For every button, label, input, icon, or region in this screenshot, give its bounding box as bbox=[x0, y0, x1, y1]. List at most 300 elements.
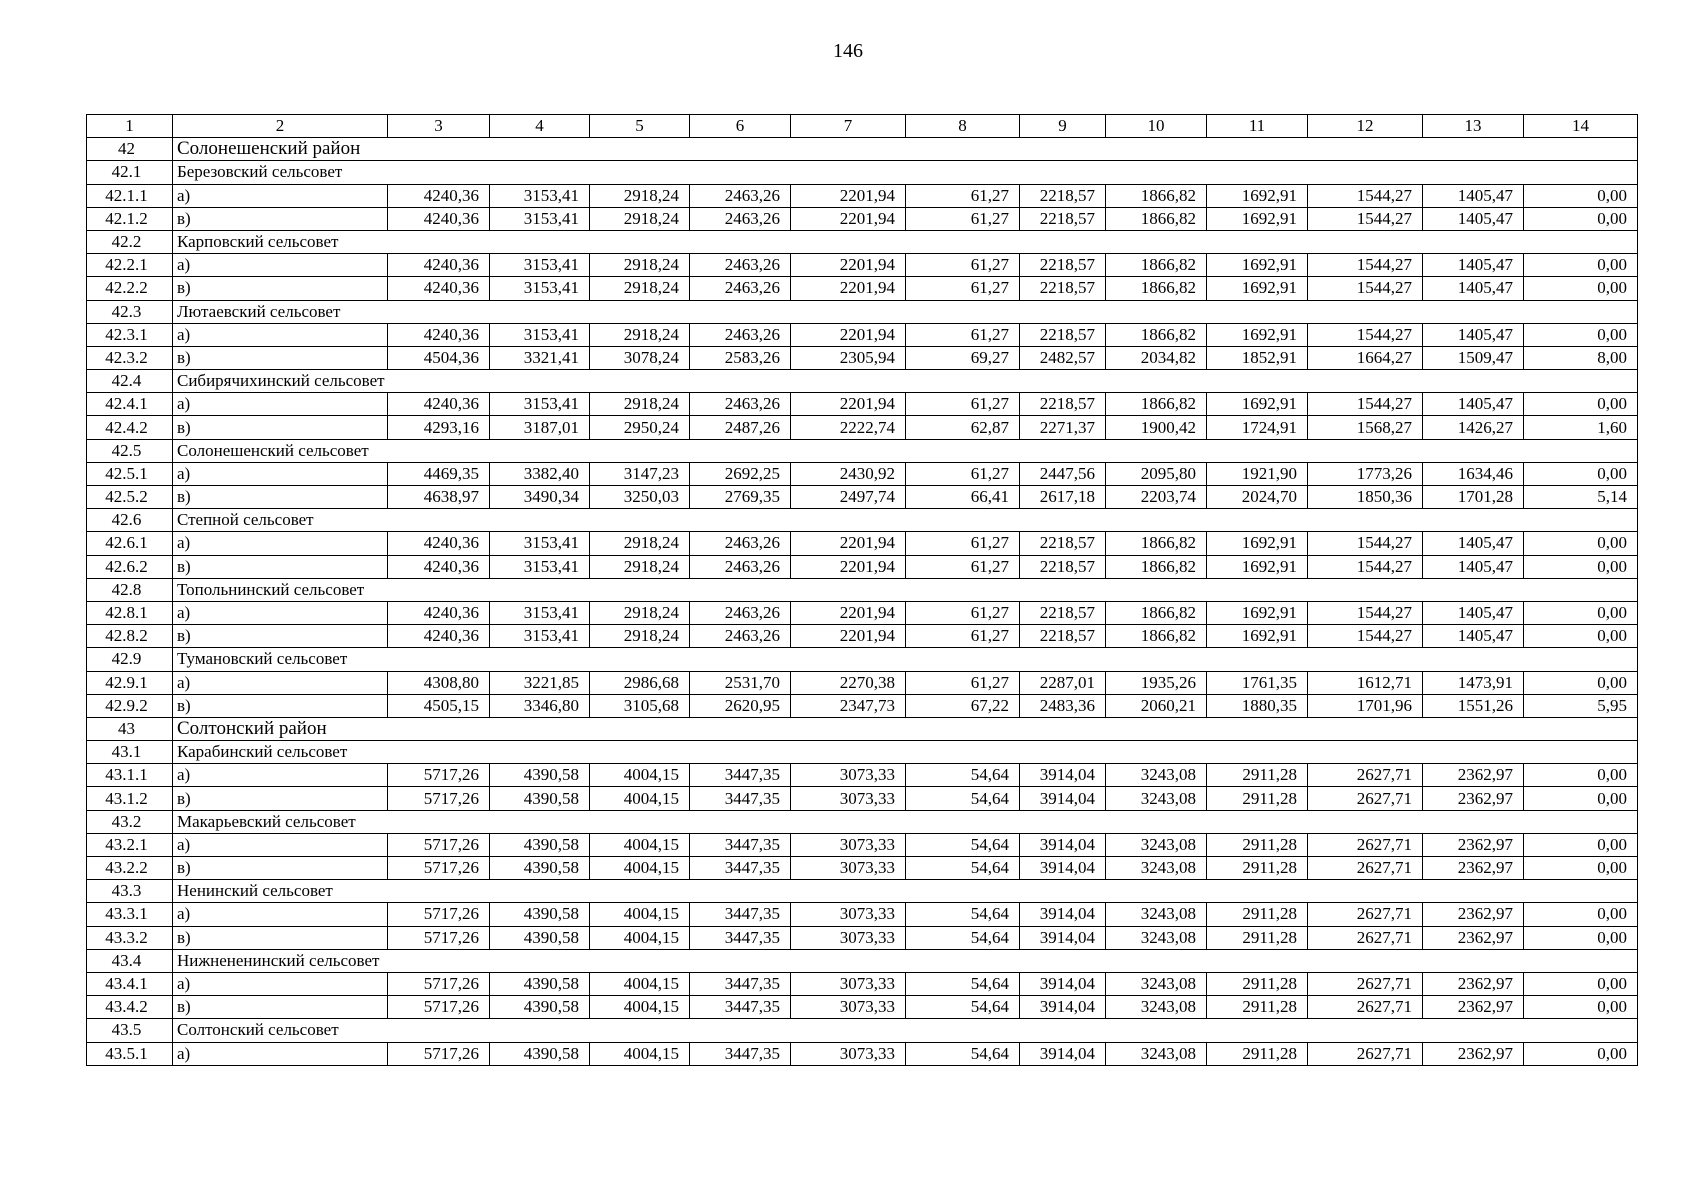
value-cell: 2218,57 bbox=[1020, 277, 1106, 300]
value-cell: 1544,27 bbox=[1308, 207, 1423, 230]
value-cell: 61,27 bbox=[906, 207, 1020, 230]
value-cell: 3447,35 bbox=[690, 972, 791, 995]
row-label: а) bbox=[173, 972, 388, 995]
settlement-row bbox=[87, 880, 1638, 903]
value-cell: 2911,28 bbox=[1207, 833, 1308, 856]
row-code: 42.6.1 bbox=[87, 532, 173, 555]
settlement-name: Тумановский сельсовет bbox=[173, 648, 1638, 671]
column-header: 11 bbox=[1207, 115, 1308, 138]
value-cell: 3346,80 bbox=[490, 694, 590, 717]
value-cell: 2911,28 bbox=[1207, 1042, 1308, 1065]
settlement-name: Карповский сельсовет bbox=[173, 230, 1638, 253]
value-cell: 2911,28 bbox=[1207, 903, 1308, 926]
value-cell: 1850,36 bbox=[1308, 486, 1423, 509]
row-label: в) bbox=[173, 694, 388, 717]
row-label: в) bbox=[173, 926, 388, 949]
row-label: а) bbox=[173, 671, 388, 694]
value-cell: 2620,95 bbox=[690, 694, 791, 717]
value-cell: 2203,74 bbox=[1106, 486, 1207, 509]
settlement-name: Солтонский сельсовет bbox=[173, 1019, 1638, 1042]
value-cell: 2362,97 bbox=[1423, 996, 1524, 1019]
value-cell: 0,00 bbox=[1524, 462, 1638, 485]
value-cell: 3914,04 bbox=[1020, 996, 1106, 1019]
row-code: 42.8.1 bbox=[87, 601, 173, 624]
settlement-row bbox=[87, 370, 1638, 393]
table-row bbox=[87, 532, 1638, 555]
value-cell: 2201,94 bbox=[791, 277, 906, 300]
row-code: 43.3.2 bbox=[87, 926, 173, 949]
value-cell: 1405,47 bbox=[1423, 532, 1524, 555]
value-cell: 2463,26 bbox=[690, 625, 791, 648]
value-cell: 1866,82 bbox=[1106, 207, 1207, 230]
table-row bbox=[87, 833, 1638, 856]
tariff-table bbox=[86, 114, 1638, 1066]
value-cell: 0,00 bbox=[1524, 787, 1638, 810]
column-header: 3 bbox=[388, 115, 490, 138]
value-cell: 3447,35 bbox=[690, 787, 791, 810]
value-cell: 3073,33 bbox=[791, 972, 906, 995]
value-cell: 4240,36 bbox=[388, 323, 490, 346]
settlement-name: Лютаевский сельсовет bbox=[173, 300, 1638, 323]
value-cell: 0,00 bbox=[1524, 254, 1638, 277]
row-label: а) bbox=[173, 764, 388, 787]
value-cell: 1900,42 bbox=[1106, 416, 1207, 439]
value-cell: 1405,47 bbox=[1423, 625, 1524, 648]
settlement-row bbox=[87, 300, 1638, 323]
row-code: 43.1.1 bbox=[87, 764, 173, 787]
value-cell: 0,00 bbox=[1524, 555, 1638, 578]
row-label: а) bbox=[173, 601, 388, 624]
value-cell: 67,22 bbox=[906, 694, 1020, 717]
table-row bbox=[87, 625, 1638, 648]
value-cell: 4390,58 bbox=[490, 857, 590, 880]
value-cell: 2463,26 bbox=[690, 555, 791, 578]
value-cell: 2911,28 bbox=[1207, 764, 1308, 787]
value-cell: 4004,15 bbox=[590, 926, 690, 949]
table-row bbox=[87, 787, 1638, 810]
settlement-name: Степной сельсовет bbox=[173, 509, 1638, 532]
value-cell: 2347,73 bbox=[791, 694, 906, 717]
value-cell: 3153,41 bbox=[490, 393, 590, 416]
value-cell: 61,27 bbox=[906, 625, 1020, 648]
settlement-name: Нижнененинский сельсовет bbox=[173, 949, 1638, 972]
value-cell: 2362,97 bbox=[1423, 857, 1524, 880]
row-code: 43.3 bbox=[87, 880, 173, 903]
value-cell: 1701,28 bbox=[1423, 486, 1524, 509]
value-cell: 3153,41 bbox=[490, 323, 590, 346]
value-cell: 1405,47 bbox=[1423, 277, 1524, 300]
value-cell: 2497,74 bbox=[791, 486, 906, 509]
row-code: 43.1.2 bbox=[87, 787, 173, 810]
value-cell: 3490,34 bbox=[490, 486, 590, 509]
column-header: 12 bbox=[1308, 115, 1423, 138]
value-cell: 61,27 bbox=[906, 555, 1020, 578]
value-cell: 1405,47 bbox=[1423, 254, 1524, 277]
table-row bbox=[87, 671, 1638, 694]
row-code: 42.2.1 bbox=[87, 254, 173, 277]
value-cell: 0,00 bbox=[1524, 625, 1638, 648]
value-cell: 61,27 bbox=[906, 462, 1020, 485]
value-cell: 2201,94 bbox=[791, 184, 906, 207]
value-cell: 2218,57 bbox=[1020, 555, 1106, 578]
value-cell: 2218,57 bbox=[1020, 254, 1106, 277]
row-code: 43.5 bbox=[87, 1019, 173, 1042]
row-code: 43 bbox=[87, 717, 173, 740]
value-cell: 1634,46 bbox=[1423, 462, 1524, 485]
value-cell: 5717,26 bbox=[388, 787, 490, 810]
header-row bbox=[87, 115, 1638, 138]
value-cell: 1551,26 bbox=[1423, 694, 1524, 717]
row-code: 42.2.2 bbox=[87, 277, 173, 300]
district-row bbox=[87, 138, 1638, 161]
value-cell: 3221,85 bbox=[490, 671, 590, 694]
table-row bbox=[87, 184, 1638, 207]
row-code: 42.2 bbox=[87, 230, 173, 253]
value-cell: 61,27 bbox=[906, 601, 1020, 624]
value-cell: 4390,58 bbox=[490, 787, 590, 810]
value-cell: 3382,40 bbox=[490, 462, 590, 485]
settlement-row bbox=[87, 578, 1638, 601]
value-cell: 8,00 bbox=[1524, 346, 1638, 369]
value-cell: 1509,47 bbox=[1423, 346, 1524, 369]
value-cell: 3078,24 bbox=[590, 346, 690, 369]
value-cell: 62,87 bbox=[906, 416, 1020, 439]
value-cell: 54,64 bbox=[906, 1042, 1020, 1065]
value-cell: 2287,01 bbox=[1020, 671, 1106, 694]
column-header: 2 bbox=[173, 115, 388, 138]
settlement-row bbox=[87, 230, 1638, 253]
value-cell: 0,00 bbox=[1524, 277, 1638, 300]
row-label: в) bbox=[173, 346, 388, 369]
value-cell: 0,00 bbox=[1524, 833, 1638, 856]
value-cell: 1405,47 bbox=[1423, 207, 1524, 230]
value-cell: 2060,21 bbox=[1106, 694, 1207, 717]
value-cell: 3243,08 bbox=[1106, 764, 1207, 787]
value-cell: 2362,97 bbox=[1423, 1042, 1524, 1065]
value-cell: 1544,27 bbox=[1308, 323, 1423, 346]
value-cell: 2362,97 bbox=[1423, 787, 1524, 810]
value-cell: 4390,58 bbox=[490, 1042, 590, 1065]
value-cell: 4004,15 bbox=[590, 787, 690, 810]
settlement-name: Топольнинский сельсовет bbox=[173, 578, 1638, 601]
value-cell: 2201,94 bbox=[791, 207, 906, 230]
value-cell: 2627,71 bbox=[1308, 926, 1423, 949]
value-cell: 3447,35 bbox=[690, 833, 791, 856]
value-cell: 2222,74 bbox=[791, 416, 906, 439]
value-cell: 4469,35 bbox=[388, 462, 490, 485]
value-cell: 2201,94 bbox=[791, 555, 906, 578]
value-cell: 1866,82 bbox=[1106, 555, 1207, 578]
row-code: 42.1.1 bbox=[87, 184, 173, 207]
value-cell: 2218,57 bbox=[1020, 532, 1106, 555]
row-label: в) bbox=[173, 996, 388, 1019]
value-cell: 2218,57 bbox=[1020, 625, 1106, 648]
row-label: а) bbox=[173, 903, 388, 926]
row-label: а) bbox=[173, 833, 388, 856]
value-cell: 4240,36 bbox=[388, 625, 490, 648]
value-cell: 0,00 bbox=[1524, 996, 1638, 1019]
column-header: 14 bbox=[1524, 115, 1638, 138]
table-row bbox=[87, 903, 1638, 926]
table-row bbox=[87, 254, 1638, 277]
value-cell: 5,95 bbox=[1524, 694, 1638, 717]
value-cell: 3153,41 bbox=[490, 625, 590, 648]
value-cell: 2627,71 bbox=[1308, 857, 1423, 880]
value-cell: 1866,82 bbox=[1106, 277, 1207, 300]
settlement-row bbox=[87, 1019, 1638, 1042]
settlement-row bbox=[87, 509, 1638, 532]
table-row bbox=[87, 926, 1638, 949]
value-cell: 0,00 bbox=[1524, 972, 1638, 995]
row-label: а) bbox=[173, 184, 388, 207]
value-cell: 2362,97 bbox=[1423, 903, 1524, 926]
row-label: в) bbox=[173, 277, 388, 300]
value-cell: 3914,04 bbox=[1020, 903, 1106, 926]
value-cell: 1866,82 bbox=[1106, 625, 1207, 648]
value-cell: 1866,82 bbox=[1106, 323, 1207, 346]
value-cell: 61,27 bbox=[906, 323, 1020, 346]
row-code: 43.2.2 bbox=[87, 857, 173, 880]
value-cell: 1544,27 bbox=[1308, 393, 1423, 416]
value-cell: 2095,80 bbox=[1106, 462, 1207, 485]
row-label: в) bbox=[173, 207, 388, 230]
settlement-row bbox=[87, 161, 1638, 184]
value-cell: 54,64 bbox=[906, 764, 1020, 787]
value-cell: 54,64 bbox=[906, 903, 1020, 926]
value-cell: 2463,26 bbox=[690, 532, 791, 555]
value-cell: 2918,24 bbox=[590, 184, 690, 207]
value-cell: 2218,57 bbox=[1020, 323, 1106, 346]
value-cell: 5717,26 bbox=[388, 972, 490, 995]
value-cell: 3914,04 bbox=[1020, 1042, 1106, 1065]
row-code: 42.8.2 bbox=[87, 625, 173, 648]
value-cell: 3243,08 bbox=[1106, 787, 1207, 810]
value-cell: 0,00 bbox=[1524, 323, 1638, 346]
row-label: в) bbox=[173, 857, 388, 880]
value-cell: 2024,70 bbox=[1207, 486, 1308, 509]
value-cell: 4004,15 bbox=[590, 903, 690, 926]
value-cell: 4390,58 bbox=[490, 903, 590, 926]
value-cell: 3073,33 bbox=[791, 926, 906, 949]
value-cell: 2463,26 bbox=[690, 601, 791, 624]
value-cell: 2583,26 bbox=[690, 346, 791, 369]
column-header: 5 bbox=[590, 115, 690, 138]
value-cell: 3914,04 bbox=[1020, 857, 1106, 880]
value-cell: 4004,15 bbox=[590, 996, 690, 1019]
value-cell: 2617,18 bbox=[1020, 486, 1106, 509]
value-cell: 1724,91 bbox=[1207, 416, 1308, 439]
value-cell: 0,00 bbox=[1524, 532, 1638, 555]
value-cell: 4390,58 bbox=[490, 972, 590, 995]
value-cell: 2362,97 bbox=[1423, 833, 1524, 856]
value-cell: 2986,68 bbox=[590, 671, 690, 694]
table-row bbox=[87, 323, 1638, 346]
row-code: 42.6 bbox=[87, 509, 173, 532]
value-cell: 54,64 bbox=[906, 857, 1020, 880]
district-row bbox=[87, 717, 1638, 740]
row-code: 42.3 bbox=[87, 300, 173, 323]
row-code: 42.6.2 bbox=[87, 555, 173, 578]
row-code: 43.4.2 bbox=[87, 996, 173, 1019]
value-cell: 1405,47 bbox=[1423, 601, 1524, 624]
value-cell: 3447,35 bbox=[690, 857, 791, 880]
row-code: 42.8 bbox=[87, 578, 173, 601]
column-header: 1 bbox=[87, 115, 173, 138]
value-cell: 2270,38 bbox=[791, 671, 906, 694]
value-cell: 2201,94 bbox=[791, 532, 906, 555]
value-cell: 1921,90 bbox=[1207, 462, 1308, 485]
row-code: 43.2 bbox=[87, 810, 173, 833]
value-cell: 2911,28 bbox=[1207, 787, 1308, 810]
value-cell: 2218,57 bbox=[1020, 393, 1106, 416]
value-cell: 2918,24 bbox=[590, 532, 690, 555]
value-cell: 1544,27 bbox=[1308, 532, 1423, 555]
value-cell: 1692,91 bbox=[1207, 601, 1308, 624]
value-cell: 61,27 bbox=[906, 393, 1020, 416]
value-cell: 3073,33 bbox=[791, 1042, 906, 1065]
value-cell: 69,27 bbox=[906, 346, 1020, 369]
row-code: 42.9.1 bbox=[87, 671, 173, 694]
value-cell: 1405,47 bbox=[1423, 184, 1524, 207]
value-cell: 2950,24 bbox=[590, 416, 690, 439]
row-code: 43.3.1 bbox=[87, 903, 173, 926]
value-cell: 0,00 bbox=[1524, 857, 1638, 880]
value-cell: 2201,94 bbox=[791, 625, 906, 648]
value-cell: 3321,41 bbox=[490, 346, 590, 369]
table-row bbox=[87, 996, 1638, 1019]
value-cell: 0,00 bbox=[1524, 1042, 1638, 1065]
value-cell: 2201,94 bbox=[791, 254, 906, 277]
value-cell: 2627,71 bbox=[1308, 996, 1423, 1019]
row-label: в) bbox=[173, 555, 388, 578]
value-cell: 2911,28 bbox=[1207, 926, 1308, 949]
value-cell: 2271,37 bbox=[1020, 416, 1106, 439]
value-cell: 1935,26 bbox=[1106, 671, 1207, 694]
value-cell: 54,64 bbox=[906, 972, 1020, 995]
row-label: а) bbox=[173, 254, 388, 277]
value-cell: 2430,92 bbox=[791, 462, 906, 485]
value-cell: 3914,04 bbox=[1020, 972, 1106, 995]
row-label: а) bbox=[173, 532, 388, 555]
value-cell: 2362,97 bbox=[1423, 926, 1524, 949]
value-cell: 2911,28 bbox=[1207, 857, 1308, 880]
value-cell: 0,00 bbox=[1524, 393, 1638, 416]
value-cell: 1692,91 bbox=[1207, 207, 1308, 230]
value-cell: 3153,41 bbox=[490, 207, 590, 230]
value-cell: 2362,97 bbox=[1423, 972, 1524, 995]
row-code: 42.5.2 bbox=[87, 486, 173, 509]
value-cell: 2918,24 bbox=[590, 601, 690, 624]
value-cell: 54,64 bbox=[906, 926, 1020, 949]
value-cell: 54,64 bbox=[906, 833, 1020, 856]
value-cell: 2218,57 bbox=[1020, 184, 1106, 207]
value-cell: 2463,26 bbox=[690, 393, 791, 416]
value-cell: 5717,26 bbox=[388, 764, 490, 787]
row-code: 42.9 bbox=[87, 648, 173, 671]
value-cell: 2362,97 bbox=[1423, 764, 1524, 787]
value-cell: 2463,26 bbox=[690, 184, 791, 207]
value-cell: 3153,41 bbox=[490, 254, 590, 277]
table-row bbox=[87, 346, 1638, 369]
value-cell: 2627,71 bbox=[1308, 972, 1423, 995]
value-cell: 3153,41 bbox=[490, 555, 590, 578]
value-cell: 1692,91 bbox=[1207, 254, 1308, 277]
value-cell: 3153,41 bbox=[490, 184, 590, 207]
value-cell: 61,27 bbox=[906, 277, 1020, 300]
table-row bbox=[87, 277, 1638, 300]
value-cell: 1692,91 bbox=[1207, 532, 1308, 555]
row-code: 42.3.2 bbox=[87, 346, 173, 369]
settlement-row bbox=[87, 810, 1638, 833]
value-cell: 2911,28 bbox=[1207, 972, 1308, 995]
value-cell: 1544,27 bbox=[1308, 601, 1423, 624]
value-cell: 3073,33 bbox=[791, 857, 906, 880]
value-cell: 1568,27 bbox=[1308, 416, 1423, 439]
column-header: 7 bbox=[791, 115, 906, 138]
value-cell: 3914,04 bbox=[1020, 926, 1106, 949]
value-cell: 61,27 bbox=[906, 532, 1020, 555]
district-name: Солонешенский район bbox=[173, 138, 1638, 161]
value-cell: 0,00 bbox=[1524, 671, 1638, 694]
value-cell: 3914,04 bbox=[1020, 764, 1106, 787]
value-cell: 4240,36 bbox=[388, 393, 490, 416]
row-code: 42.5 bbox=[87, 439, 173, 462]
table-row bbox=[87, 416, 1638, 439]
value-cell: 0,00 bbox=[1524, 903, 1638, 926]
value-cell: 2918,24 bbox=[590, 323, 690, 346]
settlement-name: Ненинский сельсовет bbox=[173, 880, 1638, 903]
value-cell: 3073,33 bbox=[791, 833, 906, 856]
value-cell: 1692,91 bbox=[1207, 184, 1308, 207]
value-cell: 1692,91 bbox=[1207, 555, 1308, 578]
value-cell: 0,00 bbox=[1524, 601, 1638, 624]
value-cell: 2769,35 bbox=[690, 486, 791, 509]
row-code: 42.1.2 bbox=[87, 207, 173, 230]
value-cell: 2911,28 bbox=[1207, 996, 1308, 1019]
column-header: 8 bbox=[906, 115, 1020, 138]
value-cell: 4390,58 bbox=[490, 996, 590, 1019]
value-cell: 1692,91 bbox=[1207, 625, 1308, 648]
row-code: 42.1 bbox=[87, 161, 173, 184]
value-cell: 5717,26 bbox=[388, 833, 490, 856]
value-cell: 5717,26 bbox=[388, 903, 490, 926]
table-row bbox=[87, 694, 1638, 717]
value-cell: 1405,47 bbox=[1423, 393, 1524, 416]
value-cell: 1544,27 bbox=[1308, 625, 1423, 648]
row-label: в) bbox=[173, 787, 388, 810]
value-cell: 0,00 bbox=[1524, 764, 1638, 787]
value-cell: 4240,36 bbox=[388, 532, 490, 555]
value-cell: 1405,47 bbox=[1423, 323, 1524, 346]
value-cell: 1544,27 bbox=[1308, 184, 1423, 207]
row-code: 42.5.1 bbox=[87, 462, 173, 485]
value-cell: 2627,71 bbox=[1308, 903, 1423, 926]
value-cell: 3147,23 bbox=[590, 462, 690, 485]
row-label: в) bbox=[173, 486, 388, 509]
value-cell: 4240,36 bbox=[388, 601, 490, 624]
value-cell: 1544,27 bbox=[1308, 254, 1423, 277]
value-cell: 3187,01 bbox=[490, 416, 590, 439]
row-code: 42.4.1 bbox=[87, 393, 173, 416]
settlement-name: Солонешенский сельсовет bbox=[173, 439, 1638, 462]
value-cell: 54,64 bbox=[906, 787, 1020, 810]
row-label: а) bbox=[173, 323, 388, 346]
value-cell: 2692,25 bbox=[690, 462, 791, 485]
value-cell: 2034,82 bbox=[1106, 346, 1207, 369]
value-cell: 2918,24 bbox=[590, 254, 690, 277]
value-cell: 2627,71 bbox=[1308, 787, 1423, 810]
row-code: 42.4 bbox=[87, 370, 173, 393]
